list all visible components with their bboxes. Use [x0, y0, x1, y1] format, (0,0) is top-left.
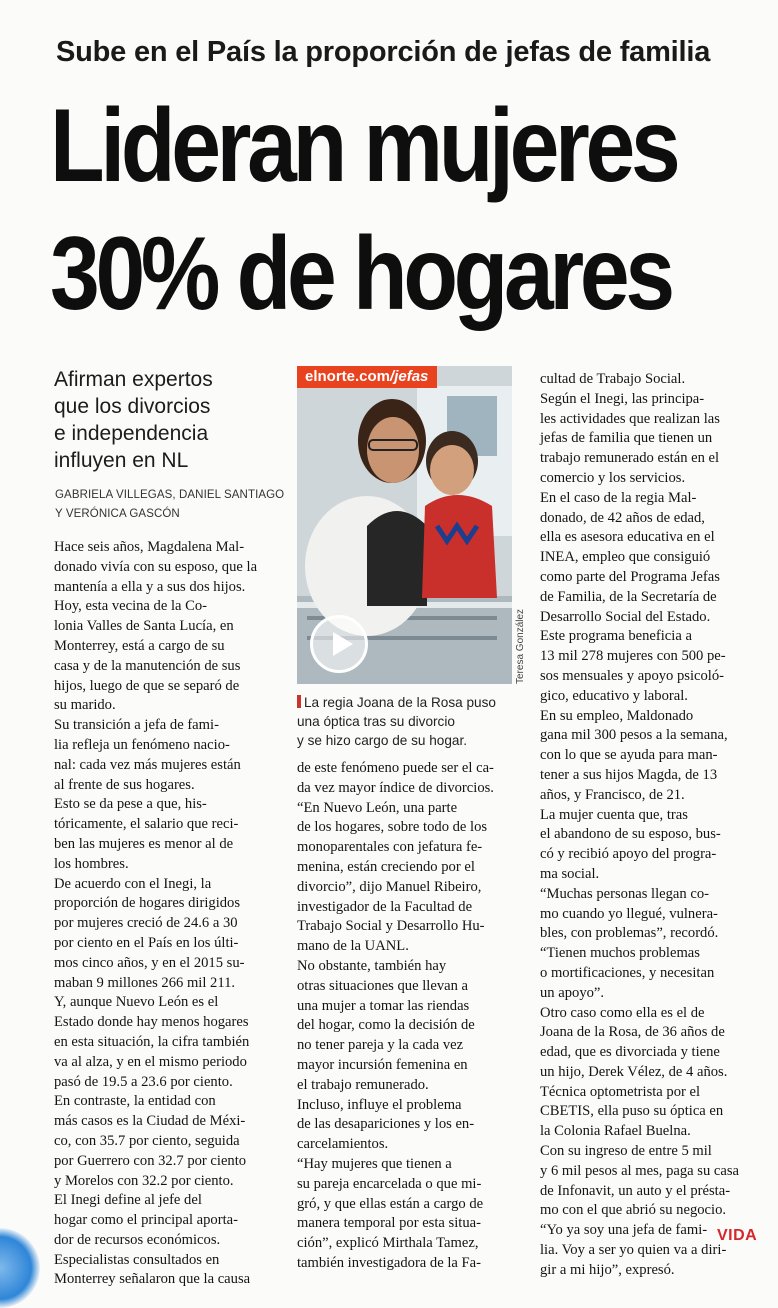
article-line: Con su ingreso de entre 5 mil [540, 1143, 712, 1160]
section-label: VIDA [717, 1227, 758, 1244]
article-line: manera temporal por esta situa- [297, 1215, 481, 1232]
article-line: años, y Francisco, de 21. [540, 786, 685, 803]
article-line: lonia Valles de Santa Lucía, en [54, 618, 234, 635]
article-line: No obstante, también hay [297, 957, 447, 974]
article-line: Monterrey señalaron que la causa [54, 1271, 251, 1288]
article-line: hogar como el principal aporta- [54, 1212, 238, 1229]
article-line: Este programa beneficia a [540, 628, 692, 645]
article-line: por mujeres creció de 24.6 a 30 [54, 915, 238, 932]
article-line: ben las mujeres es menor al de [54, 835, 234, 852]
article-line: lia. Voy a ser yo quien va a diri- [540, 1242, 727, 1259]
article-line: La mujer cuenta que, tras [540, 806, 688, 823]
article-line: Esto se da pese a que, his- [54, 796, 207, 813]
article-line: por Guerrero con 32.7 por ciento [54, 1152, 247, 1169]
article-line: pasó de 19.5 a 23.6 por ciento. [54, 1073, 233, 1090]
article-line: de Infonavit, un auto y el présta- [540, 1182, 731, 1199]
article-column-2 [297, 759, 519, 1274]
headline-line: Lideran mujeres [50, 88, 677, 204]
url-prefix: elnorte.com [305, 368, 391, 385]
article-line: ma social. [540, 865, 600, 882]
article-line: INEA, empleo que consiguió [540, 549, 711, 566]
article-line: Hoy, esta vecina de la Co- [54, 598, 208, 615]
article-line: su marido. [54, 697, 116, 714]
article-line: donado, de 42 años de edad, [540, 509, 705, 526]
caption-line: una óptica tras su divorcio [297, 714, 455, 729]
article-line: Incluso, influye el problema [297, 1096, 462, 1113]
url-suffix: jefas [394, 368, 429, 385]
article-line: “Tienen muchos problemas [540, 945, 700, 962]
corner-button-glow[interactable] [0, 1228, 40, 1308]
article-line: les actividades que realizan las [540, 410, 720, 427]
article-line: En el caso de la regia Mal- [540, 489, 697, 506]
article-line: el abandono de su esposo, bus- [540, 826, 721, 843]
article-line: Otro caso como ella es el de [540, 1004, 705, 1021]
article-line: mayor incursión femenina en [297, 1056, 468, 1073]
article-line: dor de recursos económicos. [54, 1231, 221, 1248]
article-line: el trabajo remunerado. [297, 1076, 429, 1093]
article-line: edad, que es divorciada y tiene [540, 1044, 720, 1061]
article-line: nal: cada vez más mujeres están [54, 756, 241, 773]
article-line: por ciento en el País en los últi- [54, 934, 239, 951]
article-line: hijos, luego de que se separó de [54, 677, 240, 694]
article-line: mo cuando yo llegué, vulnera- [540, 905, 718, 922]
article-line: de las desapariciones y los en- [297, 1116, 475, 1133]
article-line: En su empleo, Maldonado [540, 707, 694, 724]
article-line: jefas de familia que tienen un [540, 430, 713, 447]
article-line: CBETIS, ella puso su óptica en [540, 1103, 724, 1120]
article-line: gana mil 300 pesos a la semana, [540, 727, 728, 744]
article-line: mo con el que abrió su negocio. [540, 1202, 727, 1219]
article-line: Según el Inegi, las principa- [540, 390, 705, 407]
deck-line: que los divorcios [54, 395, 211, 418]
article-line: tener a sus hijos Magda, de 13 [540, 766, 718, 783]
article-line: ella es asesora educativa en el [540, 529, 715, 546]
article-line: Joana de la Rosa, de 36 años de [540, 1024, 725, 1041]
article-line: Estado donde hay menos hogares [54, 1014, 249, 1031]
article-line: trabajo remunerado están en el [540, 450, 720, 467]
article-line: En contraste, la entidad con [54, 1093, 216, 1110]
article-line: monoparentales con jefatura fe- [297, 839, 483, 856]
article-line: comercio y los servicios. [540, 469, 686, 486]
caption-line [297, 693, 519, 712]
article-line: da vez mayor índice de divorcios. [297, 779, 494, 796]
article-line: Especialistas consultados en [54, 1251, 220, 1268]
article-line: divorcio”, dijo Manuel Ribeiro, [297, 878, 482, 895]
article-line: “Muchas personas llegan co- [540, 885, 709, 902]
article-line: otras situaciones que llevan a [297, 977, 469, 994]
article-line: un hijo, Derek Vélez, de 4 años. [540, 1063, 728, 1080]
article-line: 13 mil 278 mujeres con 500 pe- [540, 648, 726, 665]
article-line: Hace seis años, Magdalena Mal- [54, 539, 245, 555]
kicker: Sube en el País la proporción de jefas de familia [56, 36, 711, 68]
headline-line: 30% de hogares [50, 216, 671, 332]
caption-line: y se hizo cargo de su hogar. [297, 733, 468, 748]
article-line: “En Nuevo León, una parte [297, 799, 458, 816]
article-line: Trabajo Social y Desarrollo Hu- [297, 918, 485, 935]
article-line: su pareja encarcelada o que mi- [297, 1175, 482, 1192]
article-line: gró, y que ellas están a cargo de [297, 1195, 484, 1212]
article-line: los hombres. [54, 855, 129, 872]
article-column-1 [54, 538, 282, 1290]
article-line: Desarrollo Social del Estado. [540, 608, 711, 625]
article-column-3 [540, 370, 762, 1281]
article-line: va al alza, y en el mismo periodo [54, 1053, 247, 1070]
article-line: y 6 mil pesos al mes, paga su casa [540, 1162, 739, 1179]
deck-line: e independencia [54, 422, 209, 445]
url-slash: / [390, 368, 395, 385]
article-line: “Hay mujeres que tienen a [297, 1155, 452, 1172]
caption-marker-icon [297, 695, 301, 708]
photo-caption [297, 693, 519, 750]
article-line: tóricamente, el salario que reci- [54, 816, 239, 833]
article-line: Y, aunque Nuevo León es el [54, 994, 219, 1011]
article-line: casa y de la manutención de sus [54, 657, 241, 674]
article-line: investigador de la Facultad de [297, 898, 473, 915]
article-line: de los hogares, sobre todo de los [297, 819, 488, 836]
article-line: El Inegi define al jefe del [54, 1192, 202, 1209]
headline [50, 82, 677, 338]
article-line: de este fenómeno puede ser el ca- [297, 760, 494, 776]
byline-line: Y VERÓNICA GASCÓN [55, 508, 180, 520]
article-line: gir a mi hijo”, expresó. [540, 1261, 675, 1278]
article-line: Su transición a jefa de fami- [54, 717, 219, 734]
byline-line: GABRIELA VILLEGAS, DANIEL SANTIAGO [55, 489, 285, 501]
deck-line: Afirman expertos [54, 368, 213, 391]
article-line: mantenía a ella y a sus dos hijos. [54, 578, 246, 595]
article-line: mos cinco años, y en el 2015 su- [54, 954, 245, 971]
article-line: con lo que se ayuda para man- [540, 747, 718, 764]
article-line: del hogar, como la decisión de [297, 1017, 475, 1034]
article-line: al frente de sus hogares. [54, 776, 195, 793]
article-line: mano de la UANL. [297, 938, 409, 955]
article-line: y Morelos con 32.2 por ciento. [54, 1172, 234, 1189]
article-line: có y recibió apoyo del progra- [540, 846, 717, 863]
article-line: cultad de Trabajo Social. [540, 371, 686, 387]
article-line: menina, están creciendo por el [297, 858, 475, 875]
article-line: lia refleja un fenómeno nacio- [54, 736, 230, 753]
article-line: carcelamientos. [297, 1136, 389, 1153]
article-line: Técnica optometrista por el [540, 1083, 701, 1100]
article-line: Monterrey, está a cargo de su [54, 637, 225, 654]
article-line: una mujer a tomar las riendas [297, 997, 470, 1014]
article-line: más casos es la Ciudad de Méxi- [54, 1113, 246, 1130]
article-line: ción”, explicó Mirthala Tamez, [297, 1235, 479, 1252]
article-line: en esta situación, la cifra también [54, 1033, 250, 1050]
article-line: de Familia, de la Secretaría de [540, 588, 717, 605]
article-line: gico, educativo y laboral. [540, 687, 688, 704]
article-line: “Yo ya soy una jefa de fami- [540, 1222, 708, 1239]
article-line: bles, con problemas”, recordó. [540, 925, 719, 942]
article-line: también investigadora de la Fa- [297, 1254, 481, 1271]
byline [55, 486, 285, 524]
article-line: un apoyo”. [540, 984, 605, 1001]
deck-line: influyen en NL [54, 449, 189, 472]
play-video-icon[interactable] [310, 615, 368, 673]
article-line: proporción de hogares dirigidos [54, 895, 241, 912]
article-line: o mortificaciones, y necesitan [540, 964, 715, 981]
article-line: co, con 35.7 por ciento, seguida [54, 1132, 240, 1149]
article-line: como parte del Programa Jefas [540, 568, 720, 585]
article-line: sos mensuales y apoyo psicoló- [540, 667, 725, 684]
article-line: De acuerdo con el Inegi, la [54, 875, 212, 892]
article-line: no tener pareja y la cada vez [297, 1037, 464, 1054]
caption-text: La regia Joana de la Rosa puso [304, 695, 496, 710]
article-line: la Colonia Rafael Buelna. [540, 1123, 691, 1140]
article-line: donado vivía con su esposo, que la [54, 558, 258, 575]
article-line: maban 9 millones 266 mil 211. [54, 974, 236, 991]
web-link-tag[interactable] [297, 366, 437, 388]
photo-credit: Teresa González [515, 608, 526, 684]
deck [54, 366, 279, 474]
